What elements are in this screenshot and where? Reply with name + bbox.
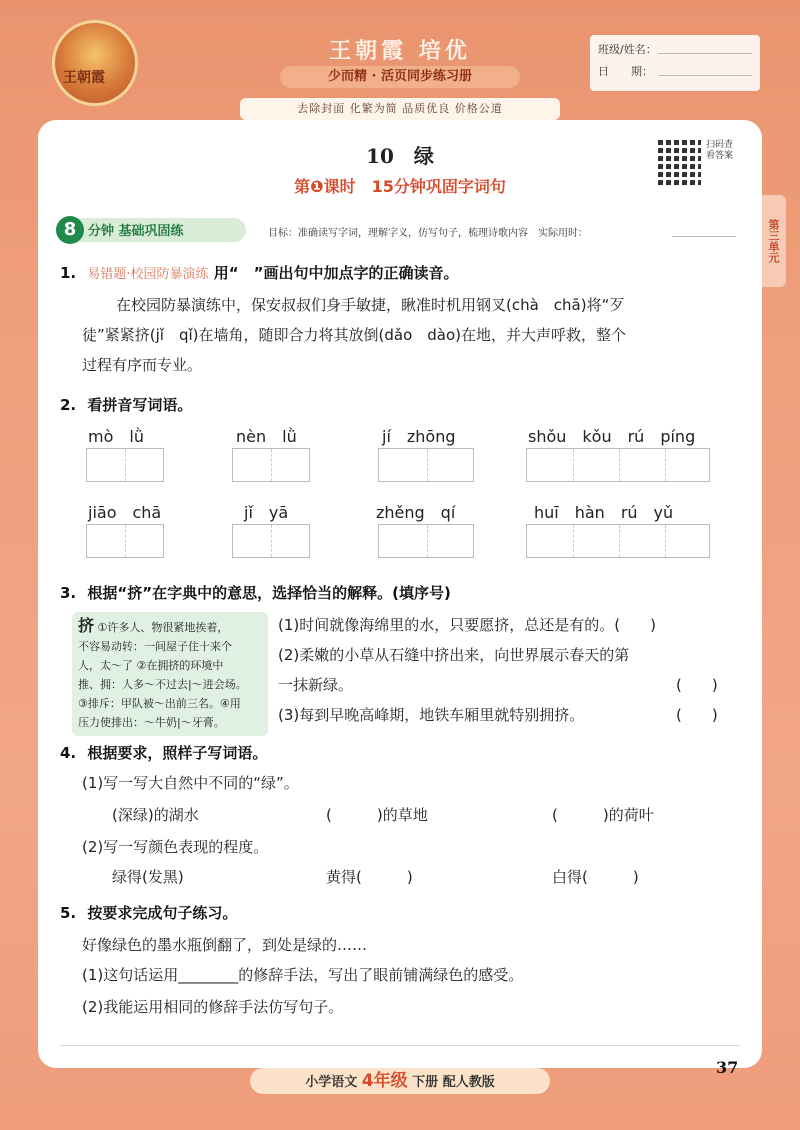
unit-side-tab[interactable]: 第三单元 xyxy=(760,195,786,287)
dict-line: 推、拥：人多～不过去|～进会场。 xyxy=(78,678,247,691)
q1-line: 过程有序而专业。 xyxy=(82,356,203,374)
answer-box[interactable] xyxy=(86,448,164,482)
answer-box[interactable] xyxy=(526,524,710,558)
question-2 xyxy=(60,394,192,415)
pinyin-item: jiāo chā xyxy=(88,503,162,522)
section-goal: 目标：准确读写字词，理解字义，仿写句子，梳理诗歌内容 实际用时： xyxy=(268,228,588,239)
brand-subtitle: 少而精 · 活页同步练习册 xyxy=(280,66,520,88)
date-label: 日 期： xyxy=(598,65,653,78)
answer-box[interactable] xyxy=(86,524,164,558)
pinyin-item: shǒu kǒu rú píng xyxy=(528,427,696,446)
question-tag: 易错题·校园防暴演练 xyxy=(87,267,209,282)
q4-sub2-item: 绿得(发黑) xyxy=(112,868,184,886)
brand-title: 王朝霞 培优 xyxy=(329,38,471,64)
footer-term: 下册 xyxy=(412,1075,439,1090)
footer-edition: 配人教版 xyxy=(442,1075,495,1090)
answer-box[interactable] xyxy=(232,524,310,558)
dict-line: 人，太～了 ②在拥挤的环境中 xyxy=(78,659,224,672)
page-number: 37 xyxy=(716,1058,739,1077)
pinyin-item: zhěng qí xyxy=(376,503,456,522)
q5-sub1[interactable]: (1)这句话运用________的修辞手法，写出了眼前铺满绿色的感受。 xyxy=(82,966,524,984)
q3-item-3[interactable]: (3)每到早晚高峰期，地铁车厢里就特别拥挤。 xyxy=(278,706,585,724)
pinyin-item: jí zhōng xyxy=(382,427,456,446)
class-name-row[interactable] xyxy=(598,41,752,57)
answer-box[interactable] xyxy=(378,524,474,558)
question-number: 1. xyxy=(60,264,77,282)
question-number: 2. xyxy=(60,396,77,414)
q4-sub2: (2)写一写颜色表现的程度。 xyxy=(82,838,269,856)
question-4 xyxy=(60,742,267,763)
pinyin-item: jǐ yā xyxy=(244,503,289,522)
brand-logo xyxy=(52,20,138,106)
question-3 xyxy=(60,582,451,603)
lesson-subtitle: 第❶课时 15分钟巩固字词句 xyxy=(294,177,506,196)
dict-line: 不容易动转：一间屋子住十来个 xyxy=(78,640,232,653)
question-number: 4. xyxy=(60,744,77,762)
question-number: 5. xyxy=(60,904,77,922)
question-1 xyxy=(60,262,458,283)
question-text: 根据“挤”在字典中的意思，选择恰当的解释。(填序号) xyxy=(87,584,451,602)
footer-subject: 小学语文 xyxy=(305,1075,358,1090)
date-row[interactable] xyxy=(598,63,752,79)
qr-code-icon[interactable] xyxy=(655,140,701,186)
dict-line: ①许多人、物很紧地挨着， xyxy=(97,621,229,634)
dict-line: 压力使排出：～牛奶|～牙膏。 xyxy=(78,716,225,729)
q5-sub2[interactable]: (2)我能运用相同的修辞手法仿写句子。 xyxy=(82,998,344,1016)
q3-items xyxy=(278,610,742,730)
answer-box[interactable] xyxy=(232,448,310,482)
header xyxy=(0,0,800,130)
question-text: 看拼音写词语。 xyxy=(87,396,193,414)
q4-sub2-item[interactable]: 黄得( ) xyxy=(326,868,413,886)
pinyin-item: huī hàn rú yǔ xyxy=(534,503,674,522)
qr-label: 扫码查看答案 xyxy=(706,140,734,161)
q3-item-2-cont: 一抹新绿。 xyxy=(278,676,354,694)
question-text: 根据要求，照样子写词语。 xyxy=(87,744,268,762)
lesson-title: 10 绿 xyxy=(366,144,434,168)
logo-text: 王朝霞 xyxy=(63,70,105,86)
slogan: 去除封面 化繁为简 品质优良 价格公道 xyxy=(240,98,560,120)
q1-line[interactable]: 在校园防暴演练中，保安叔叔们身手敏捷，瞅准时机用钢叉(chà chā)将“歹 xyxy=(116,296,625,314)
section-minutes: 8 xyxy=(56,216,84,244)
question-5 xyxy=(60,902,237,923)
answer-box[interactable] xyxy=(526,448,710,482)
q4-sub2-item[interactable]: 白得( ) xyxy=(552,868,639,886)
q3-item-2[interactable]: (2)柔嫩的小草从石缝中挤出来，向世界展示春天的第 xyxy=(278,646,630,664)
q1-passage xyxy=(82,290,742,380)
question-text: 用“ ”画出句中加点字的正确读音。 xyxy=(213,264,459,282)
answer-blank[interactable]: ( ) xyxy=(676,706,718,724)
student-info-box xyxy=(590,35,760,91)
dictionary-entry xyxy=(72,612,268,736)
q3-item-1[interactable]: (1)时间就像海绵里的水，只要愿挤，总还是有的。( ) xyxy=(278,616,656,634)
question-number: 3. xyxy=(60,584,77,602)
q4-sub1-item[interactable]: ( )的草地 xyxy=(326,806,428,824)
dictionary-char: 挤 xyxy=(78,616,95,635)
footer-grade: 4年级 xyxy=(361,1071,408,1091)
dict-line: ③排斥：甲队被～出前三名。④用 xyxy=(78,697,241,710)
question-text: 按要求完成句子练习。 xyxy=(87,904,238,922)
pinyin-item: nèn lǜ xyxy=(236,427,297,446)
answer-box[interactable] xyxy=(378,448,474,482)
q4-sub1-item[interactable]: ( )的荷叶 xyxy=(552,806,654,824)
footer-book-info xyxy=(250,1068,550,1094)
actual-time-field[interactable] xyxy=(672,236,736,237)
class-name-label: 班级/姓名： xyxy=(598,43,657,56)
q4-sub1: (1)写一写大自然中不同的“绿”。 xyxy=(82,774,299,792)
q4-sub1-item: (深绿)的湖水 xyxy=(112,806,199,824)
q1-line[interactable]: 徒”紧紧挤(jǐ qǐ)在墙角，随即合力将其放倒(dǎo dào)在地，并大声呼救，整个 xyxy=(82,326,626,344)
q5-sentence: 好像绿色的墨水瓶倒翻了，到处是绿的…… xyxy=(82,936,368,954)
pinyin-item: mò lǜ xyxy=(88,427,144,446)
section-label: 分钟 基础巩固练 xyxy=(88,224,184,239)
footer-divider xyxy=(60,1045,740,1046)
answer-blank[interactable]: ( ) xyxy=(676,676,718,694)
